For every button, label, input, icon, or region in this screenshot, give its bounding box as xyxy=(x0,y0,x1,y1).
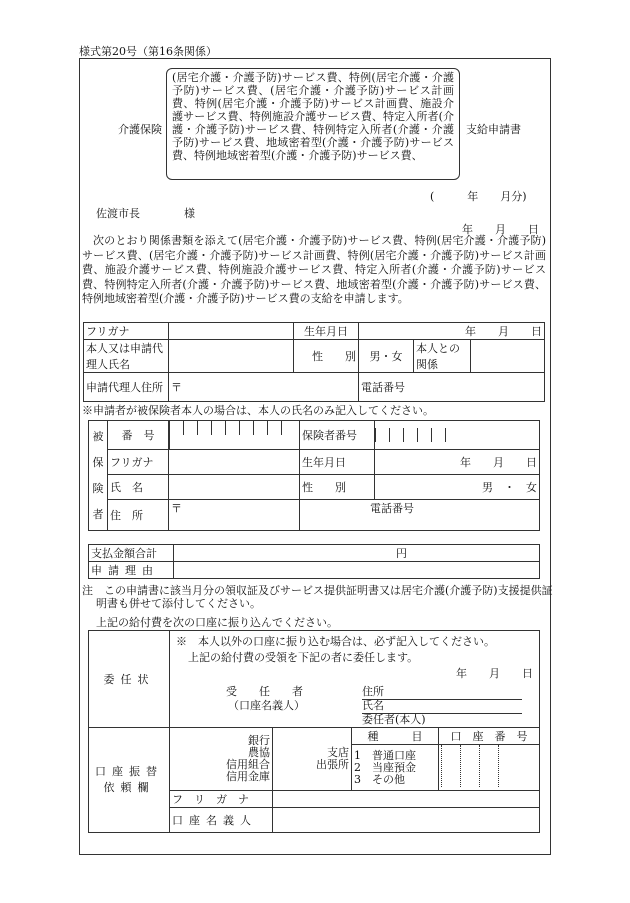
bank-label: 口座振替依頼欄 xyxy=(89,728,170,833)
bank-branch-field[interactable] xyxy=(273,728,352,791)
insured-number-label: 番 号 xyxy=(108,421,169,450)
insured-address-label: 住 所 xyxy=(108,500,169,531)
acct-number-field[interactable] xyxy=(439,745,540,791)
bank-account-cell xyxy=(352,728,540,791)
applicant-name-label: 本人又は申請代理人氏名 xyxy=(84,340,169,373)
bank-furigana-label: フ リ ガ ナ xyxy=(170,791,273,808)
bank-branch-0: 支店 xyxy=(327,746,349,759)
delegation-date: 年 月 日 xyxy=(456,667,533,680)
payment-total-label: 支払金額合計 xyxy=(89,545,174,562)
insured-sex-label: 性 別 xyxy=(300,475,375,500)
applicant-address-field[interactable] xyxy=(169,373,359,402)
intro-text: 次のとおり関係書類を添えて(居宅介護・介護予防)サービス費、特例(居宅介護・介護予防)サービス費、(居宅介護・介護予防)サービス計画費、特例(居宅介護・介護予防)サービス計画費、施設介護サービス費、特例施設介護サービス費、特定入所者(介護・介護予防)サービス費、特例特定入所者(介護・介護予防)サービス費、地域密着型(介護・介護予防)サービス費、特例地域密着型(介護・介護予防)サービス費の支給を申請します。 xyxy=(82,234,546,305)
note-2: 注 この申請書に該当月分の領収証及びサービス提供証明書又は居宅介護(介護予防)支援提供証明書も併せて添付してください。 xyxy=(82,584,553,610)
insured-name-label: 氏 名 xyxy=(108,475,169,500)
applicant-relation-label: 本人との関係 xyxy=(414,340,471,373)
delegation-principal[interactable]: 委任者(本人) xyxy=(362,711,522,728)
kind-1: 2 当座預金 xyxy=(354,760,416,774)
note-1: ※申請者が被保険者本人の場合は、本人の氏名のみ記入してください。 xyxy=(82,404,434,417)
insured-furigana-label: フリガナ xyxy=(108,450,169,475)
addressee: 佐渡市長 様 xyxy=(96,207,195,220)
insured-birth-label: 生年月日 xyxy=(300,450,375,475)
insured-phone-field[interactable] xyxy=(300,500,540,531)
applicant-phone-field[interactable] xyxy=(359,373,545,402)
applicant-name-field[interactable] xyxy=(169,340,294,373)
insured-number-field[interactable] xyxy=(169,421,300,450)
applicant-birth-label: 生年月日 xyxy=(294,323,359,340)
title-center: (居宅介護・介護予防)サービス費、特例(居宅介護・介護予防)サービス費、(居宅介護・介護予防)サービス計画費、特例(居宅介護・介護予防)サービス計画費、施設介護サービス費、特例施設介護サービス費、特定入所者(介護・介護予防)サービス費、特例特定入所者(介護・介護予防)サービス費、地域密着型(介護・介護予防)サービス費、特例地域密着型(介護・介護予防)サービス費、 xyxy=(172,71,454,162)
insured-furigana-field[interactable] xyxy=(169,450,300,475)
insured-side-label: 被保険者 xyxy=(89,421,108,531)
yen-label: 円 xyxy=(396,547,407,560)
insured-table xyxy=(88,420,540,531)
acct-header: 口 座 番 号 xyxy=(439,728,540,745)
bank-type-field[interactable] xyxy=(170,728,273,791)
applicant-phone-label: 電話番号 xyxy=(361,381,405,394)
bank-type-3: 信用金庫 xyxy=(226,770,270,783)
payment-reason-label: 申請理由 xyxy=(89,562,174,579)
applicant-table xyxy=(83,322,545,402)
applicant-sex-field[interactable]: 男・女 xyxy=(359,340,414,373)
payment-reason-field[interactable] xyxy=(174,562,540,579)
bank-branch-1: 出張所 xyxy=(316,758,349,771)
bank-holder-field[interactable] xyxy=(273,808,540,833)
delegation-addr[interactable]: 住所 xyxy=(362,683,522,700)
kind-header: 種 目 xyxy=(352,728,439,745)
applicant-relation-field[interactable] xyxy=(471,340,545,373)
delegation-name[interactable]: 氏名 xyxy=(362,697,522,714)
insured-postal-mark: 〒 xyxy=(171,502,182,515)
applicant-postal-mark: 〒 xyxy=(171,381,182,394)
applicant-furigana-label: フリガナ xyxy=(84,323,169,340)
insured-phone-label: 電話番号 xyxy=(370,502,414,515)
bank-holder-label: 口座名義人 xyxy=(170,808,273,833)
kind-2: 3 その他 xyxy=(354,772,405,786)
delegation-line-2: 上記の給付費の受領を下記の者に委任します。 xyxy=(188,651,419,664)
insured-name-field[interactable] xyxy=(169,475,300,500)
delegation-body xyxy=(170,631,540,728)
date-line: 年 月 日 xyxy=(462,223,539,236)
period: ( 年 月分) xyxy=(430,190,527,203)
delegation-holder: （口座名義人） xyxy=(228,699,305,712)
note-3: 上記の給付費を次の口座に振り込んでください。 xyxy=(96,616,338,629)
bank-type-2: 信用組合 xyxy=(226,758,270,771)
applicant-address-label: 申請代理人住所 xyxy=(84,373,169,402)
insured-address-field[interactable] xyxy=(169,500,300,531)
applicant-birth-field[interactable]: 年 月 日 xyxy=(359,323,545,340)
payment-total-field[interactable] xyxy=(174,545,540,562)
delegation-table xyxy=(88,630,540,833)
insured-birth-field[interactable]: 年 月 日 xyxy=(375,450,540,475)
bank-type-1: 農協 xyxy=(248,746,270,759)
payment-table xyxy=(88,544,540,579)
kind-options[interactable] xyxy=(352,745,439,791)
applicant-sex-label: 性 別 xyxy=(294,340,359,373)
kind-0: 1 普通口座 xyxy=(354,748,416,762)
title-left: 介護保険 xyxy=(118,123,162,136)
bank-furigana-field[interactable] xyxy=(273,791,540,808)
title-right: 支給申請書 xyxy=(466,123,521,136)
bank-type-0: 銀行 xyxy=(248,734,270,747)
form-number: 様式第20号（第16条関係） xyxy=(79,45,217,58)
delegation-agent: 受 任 者 xyxy=(226,685,303,698)
delegation-label: 委任状 xyxy=(89,631,170,728)
insurer-number-label: 保険者番号 xyxy=(300,421,375,450)
delegation-line-1: ※ 本人以外の口座に振り込む場合は、必ず記入してください。 xyxy=(176,635,495,648)
insurer-number-field[interactable] xyxy=(375,421,540,450)
applicant-furigana-field[interactable] xyxy=(169,323,294,340)
insured-sex-field[interactable]: 男 ・ 女 xyxy=(375,475,540,500)
